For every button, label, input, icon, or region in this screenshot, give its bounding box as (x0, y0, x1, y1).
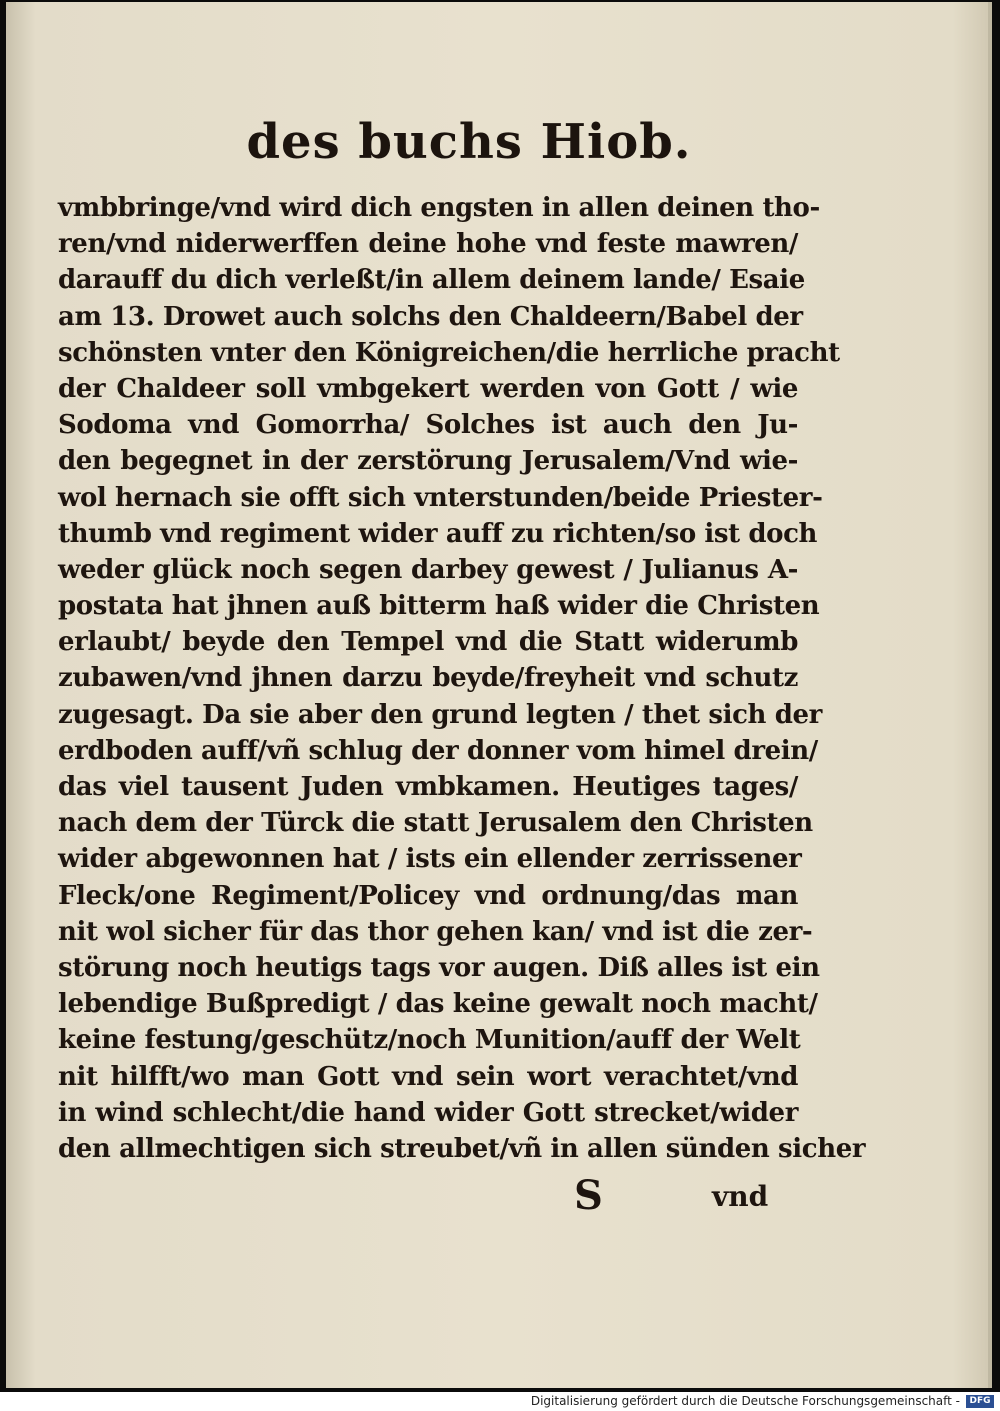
text-line: wol hernach sie offt sich vnterstunden/beide Priester- (58, 482, 823, 513)
text-line: lebendige Bußpredigt / das keine gewalt noch macht/ (58, 989, 818, 1020)
text-line: erlaubt/ beyde den Tempel vnd die Statt widerumb (58, 627, 798, 658)
body-text (58, 190, 866, 1167)
running-title: des buchs Hiob. (246, 114, 692, 170)
text-line: thumb vnd regiment wider auff zu richten/so ist doch (58, 518, 818, 549)
text-line: nach dem der Türck die statt Jerusalem den Christen (58, 808, 813, 839)
text-line: darauff du dich verleßt/in allem deinem lande/ Esaie (58, 265, 805, 296)
text-line: wider abgewonnen hat / ists ein ellender zerrissener (58, 844, 802, 875)
text-line: zubawen/vnd jhnen darzu beyde/freyheit vnd schutz (58, 663, 798, 694)
text-line: den begegnet in der zerstörung Jerusalem/Vnd wie- (58, 446, 798, 477)
text-line: keine festung/geschütz/noch Munition/auff der Welt (58, 1025, 801, 1056)
book-page (6, 2, 992, 1388)
text-line: ren/vnd niderwerffen deine hohe vnd feste mawren/ (58, 229, 798, 260)
page-edge (988, 2, 992, 1388)
catchword: vnd (712, 1180, 769, 1213)
text-line: weder glück noch segen darbey gewest / Julianus A- (58, 554, 798, 585)
text-line: den allmechtigen sich streubet/vñ in allen sünden sicher (58, 1133, 866, 1164)
text-line: zugesagt. Da sie aber den grund legten / thet sich der (58, 699, 822, 730)
text-line: Fleck/one Regiment/Policey vnd ordnung/das man (58, 880, 798, 911)
text-line: in wind schlecht/die hand wider Gott strecket/wider (58, 1097, 798, 1128)
text-line: postata hat jhnen auß bitterm haß wider die Christen (58, 591, 820, 622)
dfg-logo-icon: DFG (966, 1395, 994, 1408)
text-line: am 13. Drowet auch solchs den Chaldeern/Babel der (58, 301, 803, 332)
text-line: erdboden auff/vñ schlug der donner vom himel drein/ (58, 735, 818, 766)
text-line: der Chaldeer soll vmbgekert werden von Gott / wie (58, 373, 798, 404)
footer-bar (0, 1392, 1000, 1411)
text-line: schönsten vnter den Königreichen/die herrliche pracht (58, 337, 840, 368)
text-line: vmbbringe/vnd wird dich engsten in allen deinen tho- (58, 193, 820, 223)
text-line: Sodoma vnd Gomorrha/ Solches ist auch den Ju- (58, 410, 798, 441)
text-line: störung noch heutigs tags vor augen. Diß alles ist ein (58, 952, 820, 983)
signature-mark: S (574, 1172, 603, 1219)
text-line: nit hilfft/wo man Gott vnd sein wort verachtet/vnd (58, 1061, 798, 1092)
text-line: nit wol sicher für das thor gehen kan/ vnd ist die zer- (58, 916, 813, 947)
text-line: das viel tausent Juden vmbkamen. Heutiges tages/ (58, 772, 798, 802)
funding-notice: Digitalisierung gefördert durch die Deutsche Forschungsgemeinschaft - (530, 1394, 960, 1408)
